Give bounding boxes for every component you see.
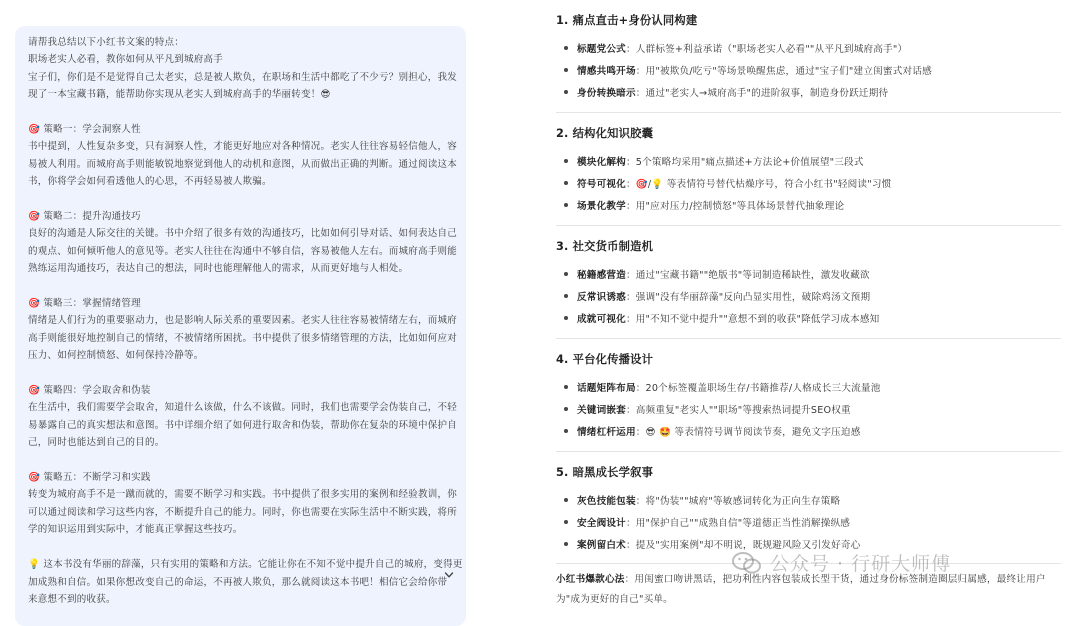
list-item: 灰色技能包装：将"伪装""城府"等敏感词转化为正向生存策略: [564, 493, 840, 507]
message-line: 🎯 策略四：学会取舍和伪装: [28, 385, 151, 397]
bullet-dot: [564, 407, 568, 411]
message-line: 💡 这本书没有华丽的辞藻，只有实用的策略和方法。它能让你在不知不觉中提升自己的城府，变得更: [28, 559, 463, 571]
message-line: 加成熟和自信。如果你想改变自己的命运，不再被人欺负，那么就阅读这本书吧！相信它会给你带: [28, 576, 448, 588]
message-line: 职场老实人必看，教你如何从平凡到城府高手: [28, 54, 224, 66]
user-message-bubble: [15, 26, 466, 626]
divider: [556, 225, 1061, 226]
bullet-dot: [564, 520, 568, 524]
message-line: 在生活中，我们需要学会取舍，知道什么该做，什么不该做。同时，我们也需要学会伪装自己，不轻: [28, 402, 458, 414]
divider: [556, 112, 1061, 113]
list-item: 符号可视化：🎯/💡 等表情符号替代枯燥序号，符合小红书"轻阅读"习惯: [564, 176, 891, 190]
user-message-text: [28, 34, 463, 608]
divider: [556, 338, 1061, 339]
list-item: 反常识诱惑：强调"没有华丽辞藻"反向凸显实用性，破除鸡汤文预期: [564, 289, 870, 303]
message-line: 来意想不到的收获。: [28, 593, 116, 605]
bullet-dot: [564, 542, 568, 546]
paragraph-gap: [28, 278, 454, 295]
list-item: 场景化教学：用"应对压力/控制愤怒"等具体场景替代抽象理论: [564, 198, 844, 212]
list-item: 秘籍感营造：通过"宝藏书籍""绝版书"等词制造稀缺性，激发收藏欲: [564, 267, 870, 281]
bullet-dot: [564, 385, 568, 389]
message-line: 易暴露自己的真实想法和意图。书中详细介绍了如何进行取舍和伪装，帮助你在复杂的环境中保护自: [28, 419, 458, 431]
list-item: 成就可视化：用"不知不觉中提升""意想不到的收获"降低学习成本感知: [564, 311, 879, 325]
bullet-dot: [564, 429, 568, 433]
message-line: 学的知识运用到实际中，才能真正掌握这些技巧。: [28, 524, 243, 536]
list-item: 情绪杠杆运用：😎 🤩 等表情符号调节阅读节奏，避免文字压迫感: [564, 424, 861, 438]
list-item: 话题矩阵布局：20个标签覆盖职场生存/书籍推荐/人格成长三大流量池: [564, 380, 881, 394]
message-line: 请帮我总结以下小红书文案的特点：: [28, 37, 185, 48]
bullet-dot: [564, 46, 568, 50]
list-item: 标题党公式：人群标签+利益承诺（"职场老实人必看""从平凡到城府高手"）: [564, 41, 907, 55]
message-line: 🎯 策略一：学会洞察人性: [28, 124, 141, 136]
paragraph-gap: [28, 191, 454, 208]
bullet-dot: [564, 272, 568, 276]
message-line: 良好的沟通是人际交往的关键。书中介绍了很多有效的沟通技巧，比如如何引导对话、如何表达自己: [28, 228, 458, 240]
list-item: 模块化解构：5个策略均采用"痛点描述+方法论+价值展望"三段式: [564, 154, 864, 168]
message-line: 高手则能很好地控制自己的情绪，不被情绪所困扰。书中提供了很多情绪管理的方法，比如如何应对: [28, 332, 458, 344]
bullet-dot: [564, 294, 568, 298]
section-title: 1. 痛点直击+身份认同构建: [556, 14, 698, 27]
message-line: 转变为城府高手不是一蹴而就的，需要不断学习和实践。书中提供了很多实用的案例和经验教训，你: [28, 489, 458, 501]
message-line: 书中提到，人性复杂多变，只有洞察人性，才能更好地应对各种情况。老实人往往容易轻信他人，容: [28, 141, 458, 153]
message-line: 情绪是人们行为的重要驱动力，也是影响人际关系的重要因素。老实人往往容易被情绪左右，而城府: [28, 315, 458, 327]
paragraph-gap: [28, 104, 454, 121]
bullet-dot: [564, 203, 568, 207]
message-line: 🎯 策略三：掌握情绪管理: [28, 298, 141, 310]
list-item: 安全阀设计：用"保护自己""成熟自信"等道德正当性消解操纵感: [564, 515, 850, 529]
message-line: 熟练运用沟通技巧，表达自己的想法，同时也能理解他人的需求，从而更好地与人相处。: [28, 263, 409, 275]
message-line: 己，同时也能达到自己的目的。: [28, 437, 165, 449]
paragraph-gap: [28, 365, 454, 382]
message-line: 现了一本宝藏书籍，能帮助你实现从老实人到城府高手的华丽转变！😎: [28, 89, 331, 101]
message-line: 可以通过阅读和学习这些内容，不断提升自己的能力。同时，你也需要在实际生活中不断实践，将所: [28, 506, 458, 518]
list-item: 身份转换暗示：通过"老实人→城府高手"的进阶叙事，制造身份跃迁期待: [564, 85, 888, 99]
message-line: 的观点、如何倾听他人的意见等。老实人往往在沟通中不够自信，容易被他人左右。而城府高手则能: [28, 245, 458, 257]
message-line: 书，你将学会如何看透他人的心思，不再轻易被人欺骗。: [28, 176, 272, 188]
list-item: 关键词嵌套：高频重复"老实人""职场"等搜索热词提升SEO权重: [564, 402, 851, 416]
message-line: 🎯 策略五：不断学习和实践: [28, 472, 151, 484]
message-line: 易被人利用。而城府高手则能敏锐地察觉到他人的动机和意图，从而做出正确的判断。通过阅读这本: [28, 158, 458, 170]
bullet-dot: [564, 181, 568, 185]
watermark: [732, 549, 951, 576]
chevron-down-icon[interactable]: [444, 570, 454, 580]
section-title: 2. 结构化知识胶囊: [556, 127, 654, 140]
section-title: 4. 平台化传播设计: [556, 353, 654, 366]
list-item: 情感共鸣开场：用"被欺负/吃亏"等场景唤醒焦虑，通过"宝子们"建立闺蜜式对话感: [564, 63, 932, 77]
divider: [556, 451, 1061, 452]
section-title: 3. 社交货币制造机: [556, 240, 654, 253]
wechat-icon: [732, 551, 762, 575]
watermark-text: 公众号 · 行研大师傅: [770, 553, 952, 575]
bullet-dot: [564, 159, 568, 163]
message-line: 宝子们，你们是不是觉得自己太老实，总是被人欺负，在职场和生活中都吃了不少亏？别担心，我发: [28, 71, 458, 83]
summary-paragraph: 小红书爆款心法：用闺蜜口吻讲黑话，把功利性内容包装成长型干货，通过身份标签制造圈层归属感，最终让用户为"成为更好的自己"买单。: [556, 574, 1046, 605]
bullet-dot: [564, 316, 568, 320]
section-title: 5. 暗黑成长学叙事: [556, 466, 654, 479]
bullet-dot: [564, 90, 568, 94]
bullet-dot: [564, 498, 568, 502]
message-line: 🎯 策略二：提升沟通技巧: [28, 211, 141, 223]
list-item: 案例留白术：提及"实用案例"却不明说，既规避风险又引发好奇心: [564, 537, 860, 551]
bullet-dot: [564, 68, 568, 72]
message-line: 压力、如何控制愤怒、如何保持冷静等。: [28, 350, 204, 362]
paragraph-gap: [28, 539, 454, 556]
paragraph-gap: [28, 452, 454, 469]
